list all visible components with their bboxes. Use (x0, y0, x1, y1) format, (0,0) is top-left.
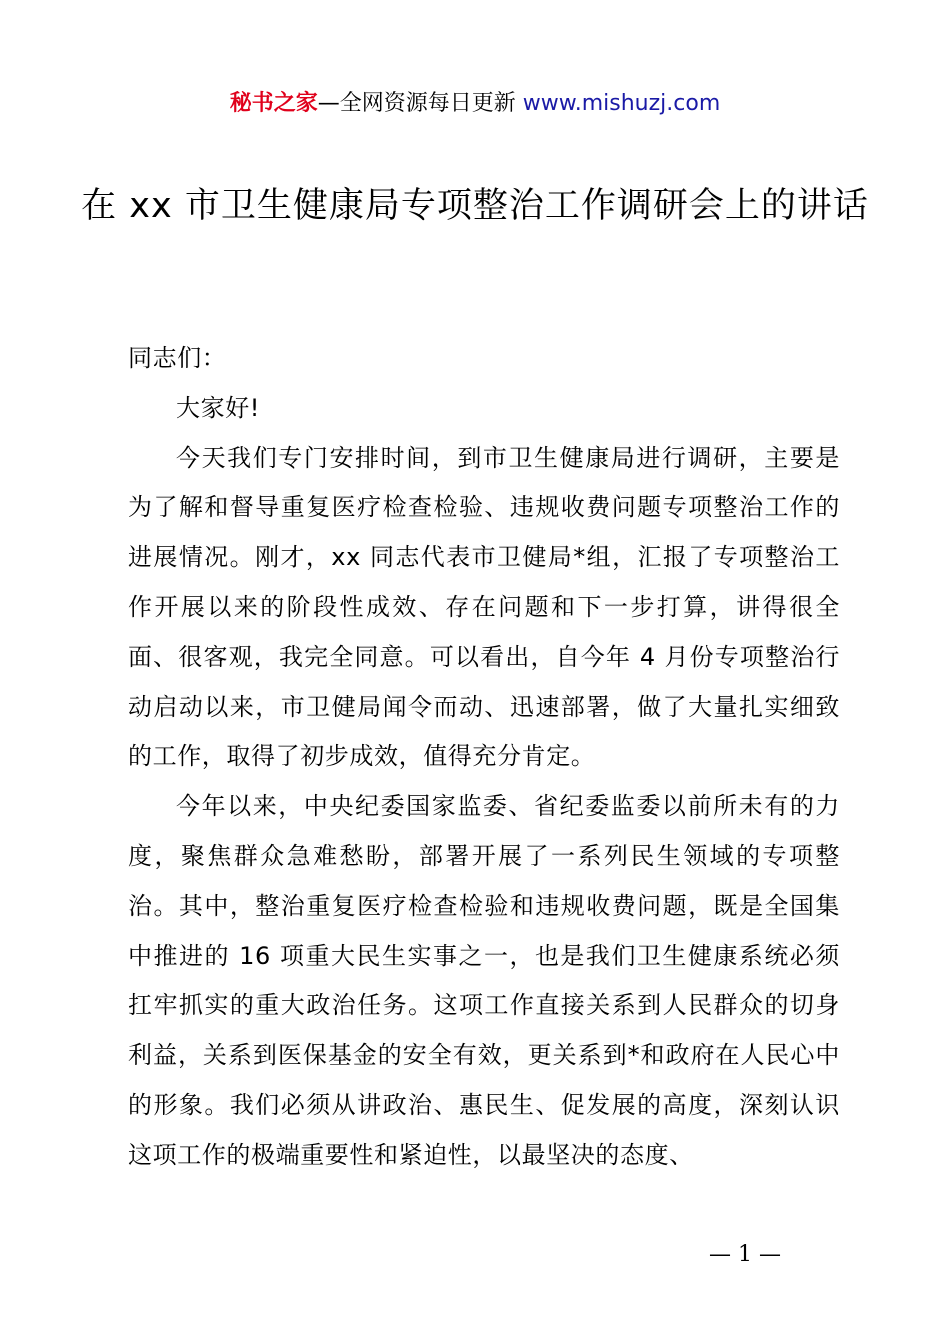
paragraph-intro: 今天我们专门安排时间，到市卫生健康局进行调研，主要是为了解和督导重复医疗检查检验、违规收费问题专项整治工作的进展情况。刚才，xx 同志代表市卫健局*组，汇报了专项整治工作开展以来的阶段性成效、存在问题和下一步打算，讲得很全面、很客观，我完全同意。可以看出，自今年 4 月份专项整治行动启动以来，市卫健局闻令而动、迅速部署，做了大量扎实细致的工作，取得了初步成效，值得充分肯定。 (128, 443, 840, 771)
paragraph-context: 今年以来，中央纪委国家监委、省纪委监委以前所未有的力度，聚焦群众急难愁盼，部署开展了一系列民生领域的专项整治。其中，整治重复医疗检查检验和违规收费问题，既是全国集中推进的 16 项重大民生实事之一，也是我们卫生健康系统必须扛牢抓实的重大政治任务。这项工作直接关系到人民群众的切身利益，关系到医保基金的安全有效，更关系到*和政府在人民心中的形象。我们必须从讲政治、惠民生、促发展的高度，深刻认识这项工作的极端重要性和紧迫性，以最坚决的态度、 (128, 792, 840, 1169)
header-tagline: —全网资源每日更新 (317, 91, 523, 116)
paragraph-greeting: 大家好! (176, 393, 261, 422)
document-body (128, 334, 840, 1181)
site-url-link[interactable]: www.mishuzj.com (522, 91, 721, 116)
document-title: 在 xx 市卫生健康局专项整治工作调研会上的讲话 (81, 186, 869, 226)
brand-name: 秘书之家 (229, 91, 318, 116)
salutation: 同志们： (128, 344, 227, 372)
site-header (0, 88, 950, 120)
page-number: — 1 — (709, 1242, 781, 1267)
